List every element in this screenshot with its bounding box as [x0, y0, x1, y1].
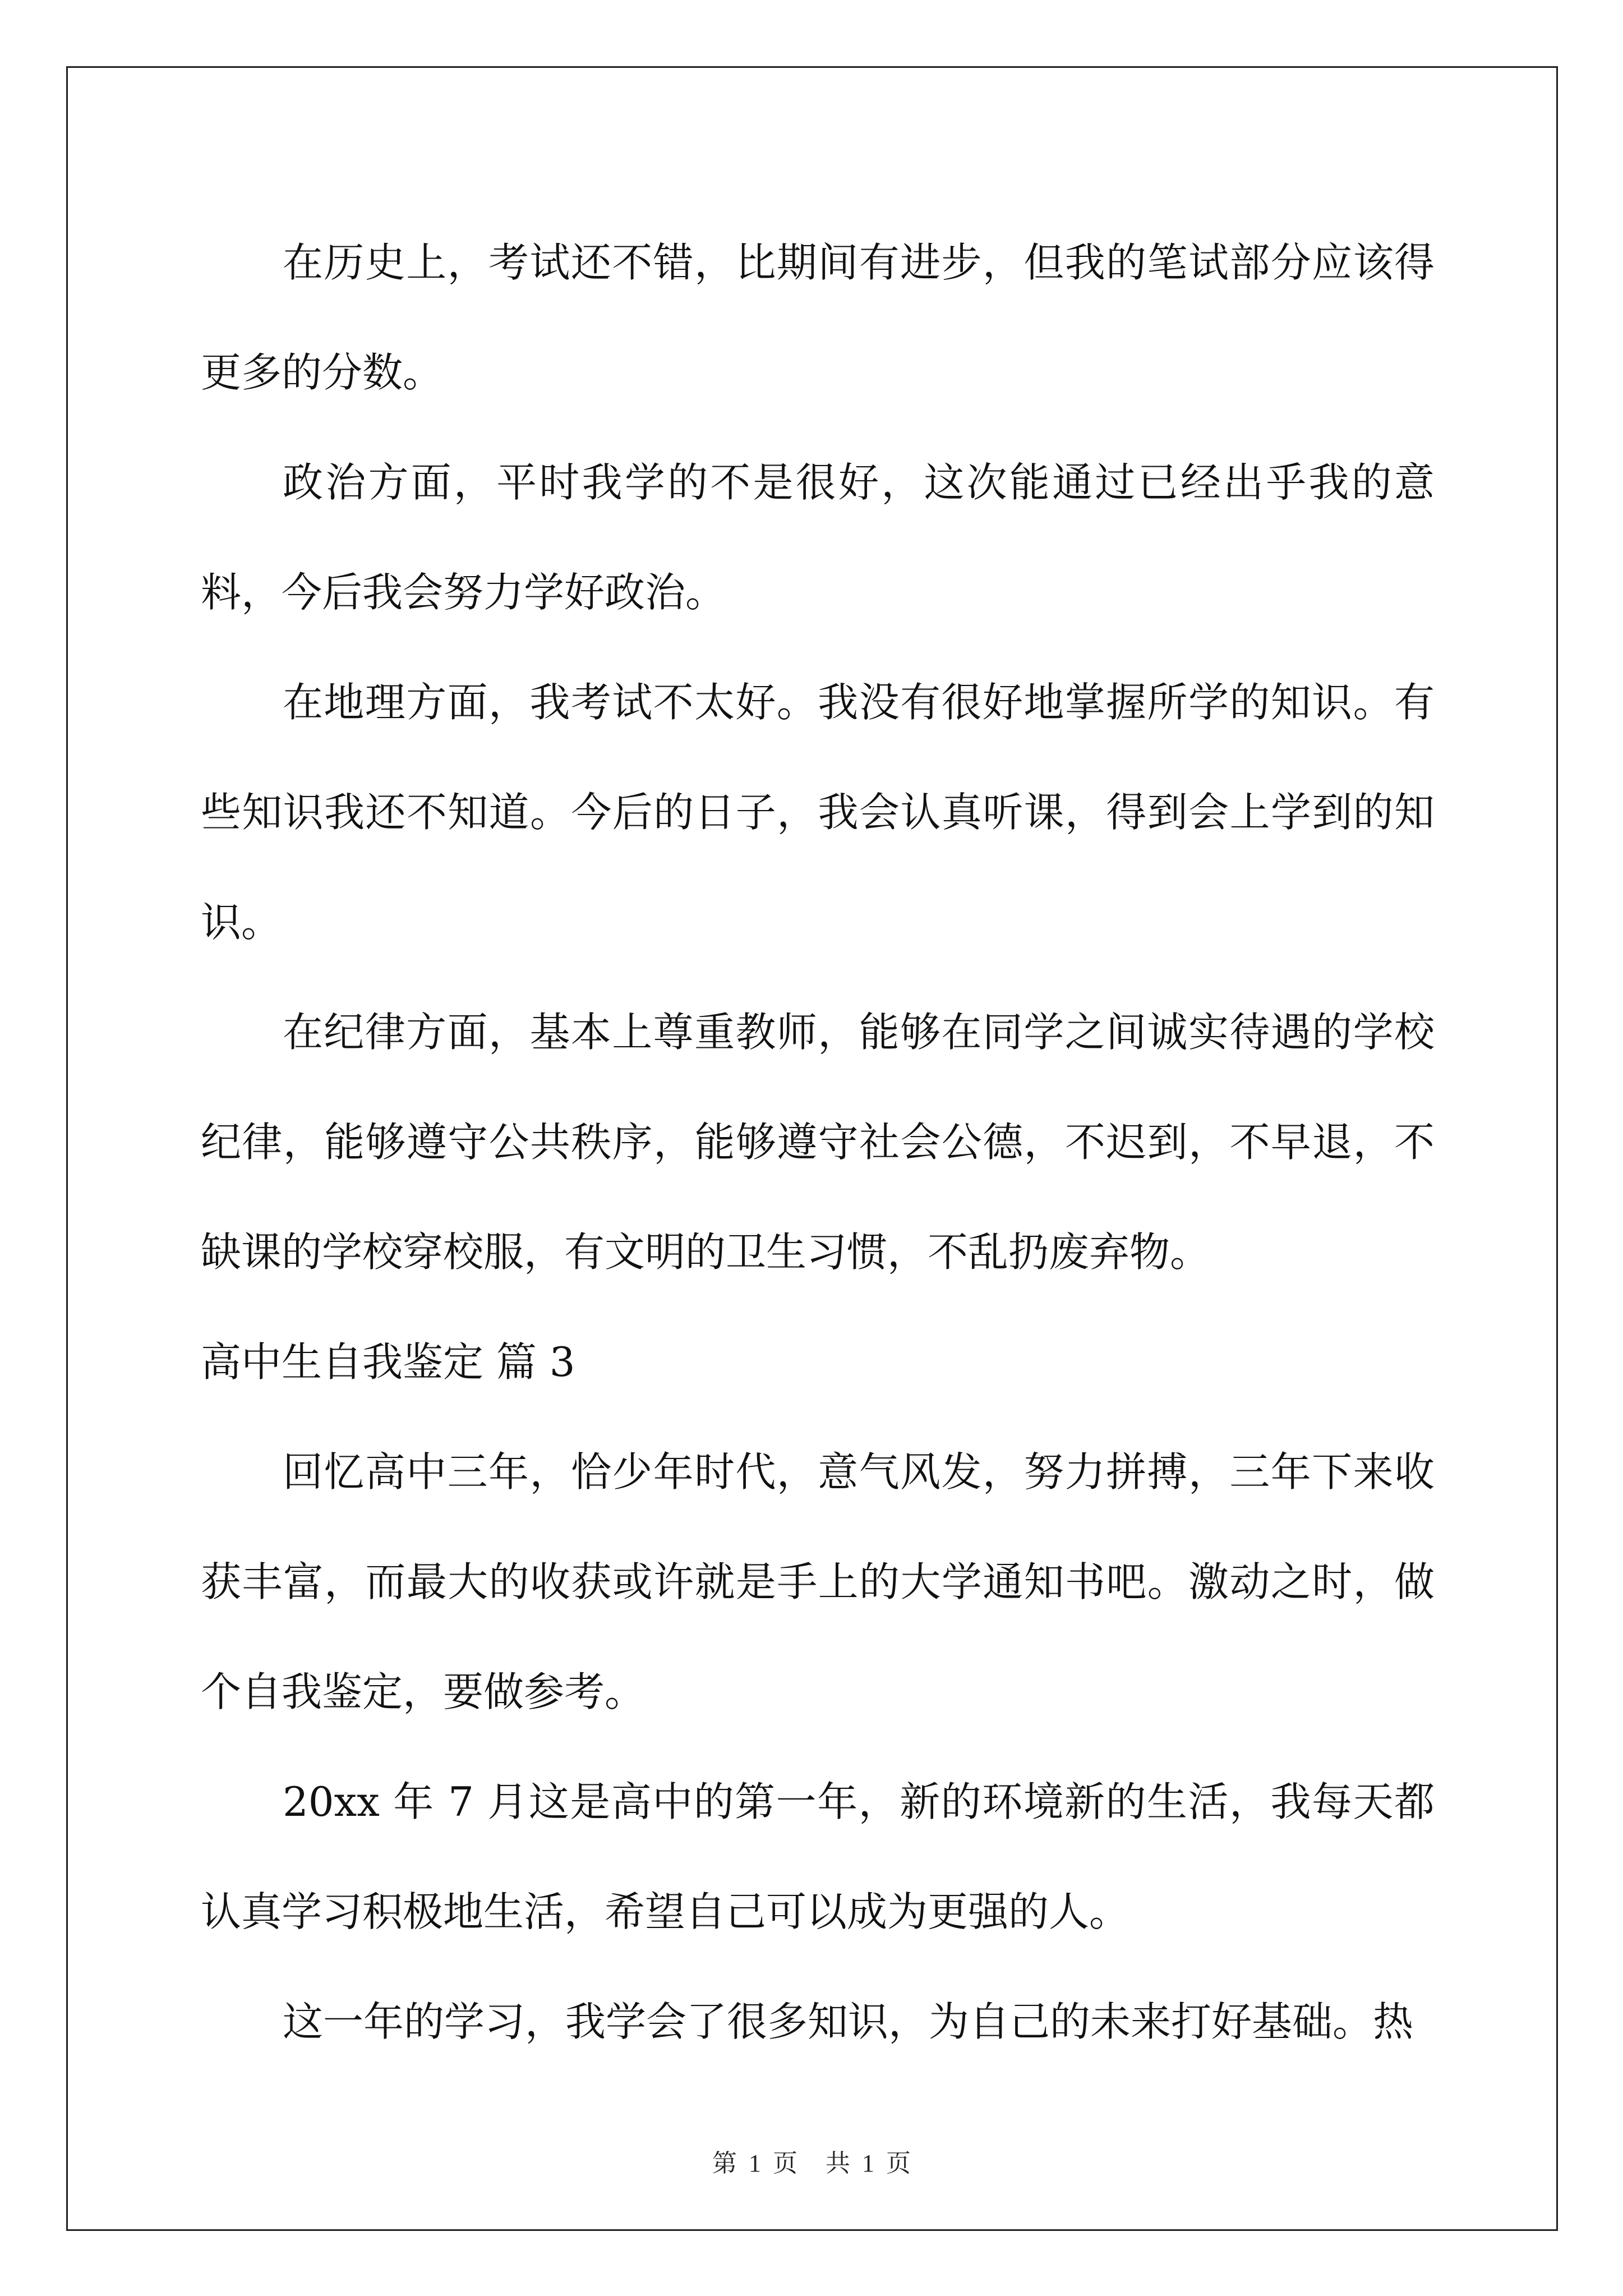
paragraph-first-year: 20xx 年 7 月这是高中的第一年，新的环境新的生活，我每天都认真学习积极地生活，希望自己可以成为更强的人。 — [201, 1778, 1435, 1935]
page-number: 第 1 页 — [712, 2150, 797, 2177]
paragraph-learning: 这一年的学习，我学会了很多知识，为自己的未来打好基础。热 — [283, 1998, 1414, 2045]
paragraph-recollection: 回忆高中三年，恰少年时代，意气风发，努力拼搏，三年下来收获丰富，而最大的收获或许就是手上的大学通知书吧。激动之时，做个自我鉴定，要做参考。 — [201, 1448, 1435, 1715]
paragraph-history: 在历史上，考试还不错，比期间有进步，但我的笔试部分应该得更多的分数。 — [201, 239, 1435, 396]
paragraph-politics: 政治方面，平时我学的不是很好，这次能通过已经出乎我的意料，今后我会努力学好政治。 — [201, 459, 1435, 616]
paragraph-geography: 在地理方面，我考试不太好。我没有很好地掌握所学的知识。有些知识我还不知道。今后的日子，我会认真听课，得到会上学到的知识。 — [201, 679, 1435, 946]
page-total: 共 1 页 — [826, 2150, 911, 2177]
page-footer — [0, 2143, 1623, 2179]
paragraph-discipline: 在纪律方面，基本上尊重教师，能够在同学之间诚实待遇的学校纪律，能够遵守公共秩序，能够遵守社会公德，不迟到，不早退，不缺课的学校穿校服，有文明的卫生习惯，不乱扔废弃物。 — [201, 1009, 1435, 1276]
document-body — [201, 208, 1435, 2077]
section-heading: 高中生自我鉴定 篇 3 — [201, 1338, 575, 1386]
